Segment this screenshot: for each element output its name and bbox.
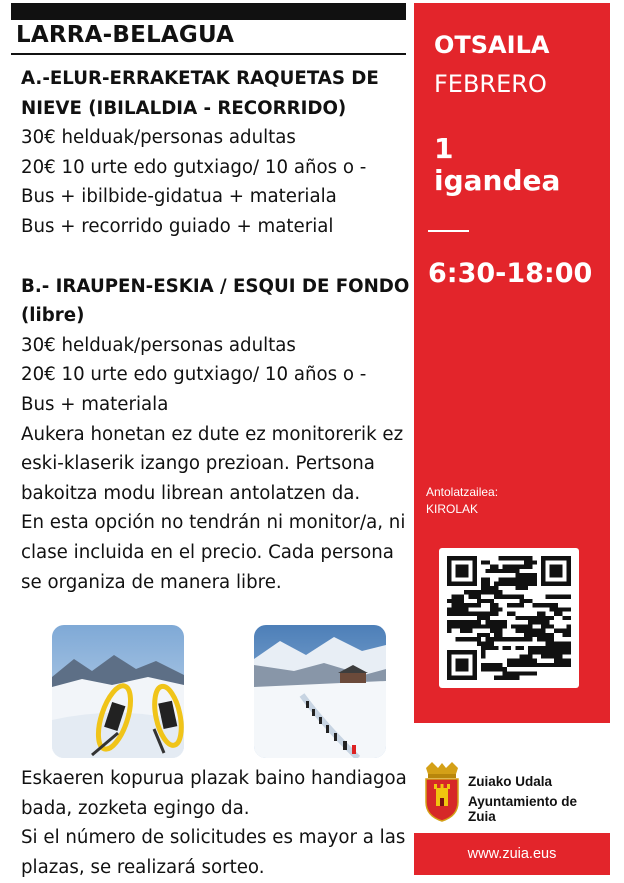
- snowshoes-photo: [52, 625, 184, 758]
- municipality-logo: [418, 761, 608, 823]
- logo-text-basque: Zuiako Udala: [468, 774, 553, 789]
- option-b-note-eu: Aukera honetan ez dute ez monitorerik ez eski-klaserik izango prezioan. Pertsona bakoitza modu librean antolatzen da.: [21, 423, 404, 504]
- section-gap: [21, 242, 411, 272]
- option-b-line: Bus + materiala: [21, 393, 169, 415]
- website-link[interactable]: www.zuia.eus: [414, 833, 610, 875]
- top-black-bar: [11, 3, 406, 20]
- month-basque: OTSAILA: [434, 31, 550, 59]
- event-time: 6:30-18:00: [428, 258, 593, 289]
- organizer-name: KIROLAK: [426, 502, 479, 516]
- coat-of-arms-icon: [420, 762, 464, 822]
- option-b-line: 20€ 10 urte edo gutxiago/ 10 años o -: [21, 364, 367, 386]
- qr-code-icon[interactable]: [439, 548, 579, 688]
- draw-notice: [21, 764, 411, 882]
- organizer-label: Antolatzailea:: [426, 485, 499, 499]
- option-a-heading: A.-ELUR-ERRAKETAK RAQUETAS DE NIEVE (IBILALDIA - RECORRIDO): [21, 68, 379, 119]
- title-underline: [11, 53, 406, 55]
- logo-text-spanish: Ayuntamiento de Zuia: [468, 794, 578, 824]
- event-info-panel: [414, 3, 610, 723]
- option-b-heading: B.- IRAUPEN-ESKIA / ESQUI DE FONDO (libre): [21, 275, 410, 327]
- option-a-line: 20€ 10 urte edo gutxiago/ 10 años o -: [21, 156, 367, 178]
- page-title: LARRA-BELAGUA: [16, 22, 235, 48]
- draw-notice-eu: Eskaeren kopurua plazak baino handiagoa bada, zozketa egingo da.: [21, 768, 407, 819]
- draw-notice-es: Si el número de solicitudes es mayor a las plazas, se realizará sorteo.: [21, 827, 406, 878]
- option-a-line: Bus + ibilbide-gidatua + materiala: [21, 186, 337, 208]
- option-a-line: 30€ helduak/personas adultas: [21, 127, 296, 149]
- day-name: igandea: [434, 164, 561, 197]
- month-spanish: FEBRERO: [434, 70, 547, 98]
- main-content: [21, 64, 411, 597]
- panel-divider: [428, 230, 469, 232]
- option-b-line: 30€ helduak/personas adultas: [21, 334, 296, 356]
- cross-country-ski-photo: [254, 625, 386, 758]
- option-b-note-es: En esta opción no tendrán ni monitor/a, ni clase incluida en el precio. Cada persona se organiza de manera libre.: [21, 512, 406, 593]
- option-a-line: Bus + recorrido guiado + material: [21, 215, 334, 237]
- day-number: 1: [434, 132, 454, 165]
